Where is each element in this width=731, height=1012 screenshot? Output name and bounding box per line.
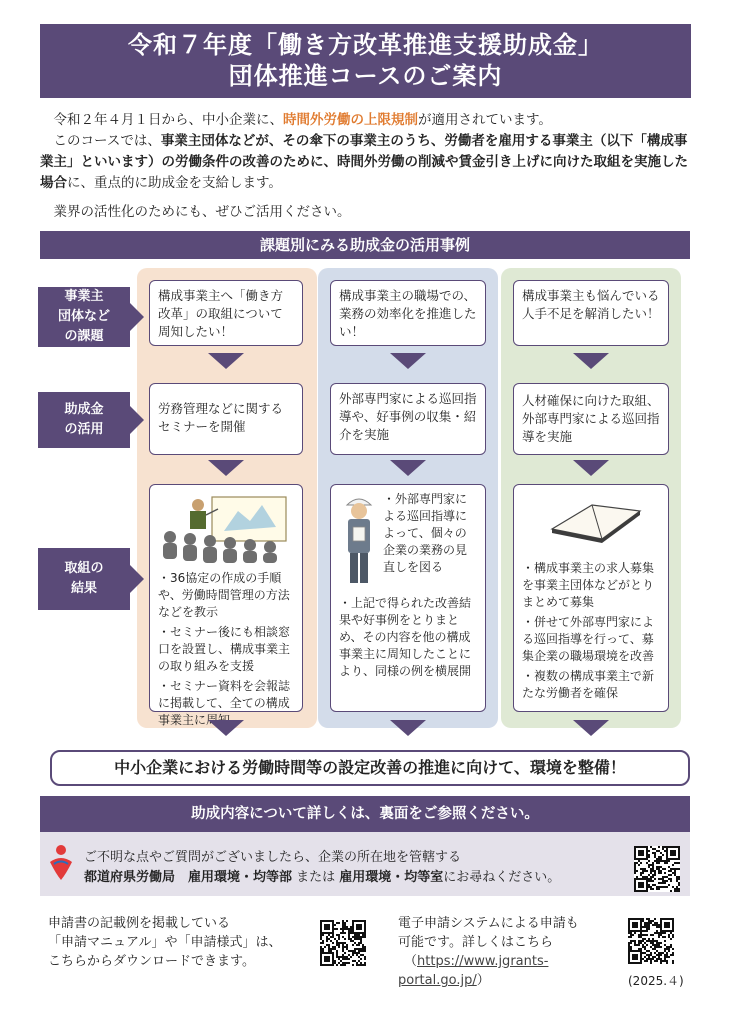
arrow-down-icon [390,460,426,476]
goal-banner: 中小企業における労働時間等の設定改善の推進に向けて、環境を整備！ [50,750,690,786]
page-title-line2: 団体推進コースのご案内 [228,62,503,90]
arrow-down-icon [208,720,244,736]
contact-or: または [292,870,340,885]
row-label-use [38,392,130,448]
arrow-down-icon [573,460,609,476]
row-label-issue-line: 事業主 [64,289,104,304]
contact-office-2: 雇用環境・均等室 [339,870,444,885]
contact-line1: ご不明な点やご質問がございましたら、企業の所在地を管轄する [84,850,462,865]
result-item: ・複数の構成事業主で新たな労働者を確保 [522,669,655,700]
contact-office-1: 都道府県労働局 雇用環境・均等部 [84,870,293,885]
result-box-1 [149,484,303,727]
paren-open: （ [404,954,418,969]
footer-left-line: 申請書の記載例を掲載している [48,916,231,931]
worker-illustration [339,491,379,591]
issue-box-1: 構成事業主へ「働き方改革」の取組について周知したい！ [149,280,303,346]
result-item: ・セミナー後にも相談窓口を設置し、構成事業主の取り組みを支援 [158,625,291,673]
intro-paragraph-3: 業界の活性化のためにも、ぜひご活用ください。 [53,204,351,220]
footer-right-line: 可能です。詳しくはこちら [398,935,553,950]
contact-suffix: にお尋ねください。 [443,870,561,885]
row-label-use-line: 助成金 [64,402,104,417]
intro-p2-prefix: このコースでは、 [53,133,161,149]
contact-text [84,848,560,888]
arrow-down-icon [208,353,244,369]
footer-left-line: 「申請マニュアル」や「申請様式」は、 [48,935,282,950]
page-title-line1: 令和７年度「働き方改革推進支援助成金」 [128,31,603,59]
footer-right-line: 電子申請システムによる申請も [398,916,579,931]
footer-download-note [48,914,281,971]
result-item: ・上記で得られた改善結果や好事例をとりまとめ、その内容を他の構成事業主に周知したことにより、同様の例を横展開 [339,596,472,678]
row-label-use-line: の活用 [64,422,104,437]
intro-paragraph-2 [40,131,700,194]
result-box-3 [513,484,669,712]
intro-p1-prefix: 令和２年４月１日から、中小企業に、 [53,112,283,128]
cases-header: 課題別にみる助成金の活用事例 [40,231,690,259]
intro-p2-suffix: に、重点的に助成金を支給します。 [67,175,282,191]
arrow-down-icon [208,460,244,476]
result-item: ・外部専門家による巡回指導によって、個々の企業の業務の見直しを図る [383,492,468,574]
row-label-result [38,548,130,610]
use-text-3: 人材確保に向けた取組、外部専門家による巡回指導を実施 [522,393,660,444]
use-box-3 [513,383,669,455]
use-box-2: 外部専門家による巡回指導や、好事例の収集・紹介を実施 [330,383,486,455]
jgrants-link[interactable]: https://www.jgrants- [417,954,549,969]
use-box-1 [149,383,303,455]
result-item: ・併せて外部専門家による巡回指導を行って、募集企業の職場環境を改善 [522,615,655,663]
row-label-issue-line: の課題 [64,329,104,344]
result-item: ・セミナー資料を会報誌に掲載して、全ての構成事業主に周知 [158,679,291,727]
book-illustration [522,491,658,551]
row-label-result-line: 取組の [64,561,104,576]
result-item: ・構成事業主の求人募集を事業主団体などがとりまとめて募集 [522,561,655,609]
row-label-issue-line: 団体など [57,309,110,324]
seminar-illustration [158,491,294,563]
issue-box-2: 構成事業主の職場での、業務の効率化を推進したい！ [330,280,486,346]
detail-banner: 助成内容について詳しくは、裏面をご参照ください。 [40,796,690,832]
footer-url-line2 [398,971,579,990]
intro-p2-bold: 事業主団体などが、その傘下の事業主のうち、労働者を雇用する事業主（以下「構成事業主」といいます）の労働条件の改善のために、時間外労働の削減や賃金引き上げに向けた取組を実施した場合 [40,133,688,191]
arrow-down-icon [390,720,426,736]
intro-p1-highlight: 時間外労働の上限規制 [283,112,418,128]
footer-url-line1 [398,952,579,971]
use-text-1: 労務管理などに関するセミナーを開催 [158,401,284,434]
intro-p1-suffix: が適用されています。 [418,112,552,128]
qr-code-icon[interactable] [628,918,674,964]
result-box-2 [330,484,486,712]
issue-date: (2025.４) [628,974,684,988]
intro-paragraph-1 [40,110,700,131]
jgrants-link[interactable]: portal.go.jp/ [398,973,477,988]
result-item: ・36協定の作成の手順や、労働時間管理の方法などを教示 [158,571,290,619]
arrow-down-icon [573,720,609,736]
footer-online-note [398,914,579,990]
intro-text [40,110,700,223]
mhlw-logo-icon [46,844,76,882]
issue-box-3: 構成事業主も悩んでいる人手不足を解消したい！ [513,280,669,346]
row-label-result-line: 結果 [70,581,97,596]
arrow-down-icon [390,353,426,369]
arrow-down-icon [573,353,609,369]
footer-left-line: こちらからダウンロードできます。 [48,954,255,969]
contact-line2 [84,868,560,888]
qr-code-icon[interactable] [634,846,680,892]
title-banner [40,24,691,98]
row-label-issue [38,287,130,347]
paren-close: ） [476,973,490,988]
qr-code-icon[interactable] [320,920,366,966]
